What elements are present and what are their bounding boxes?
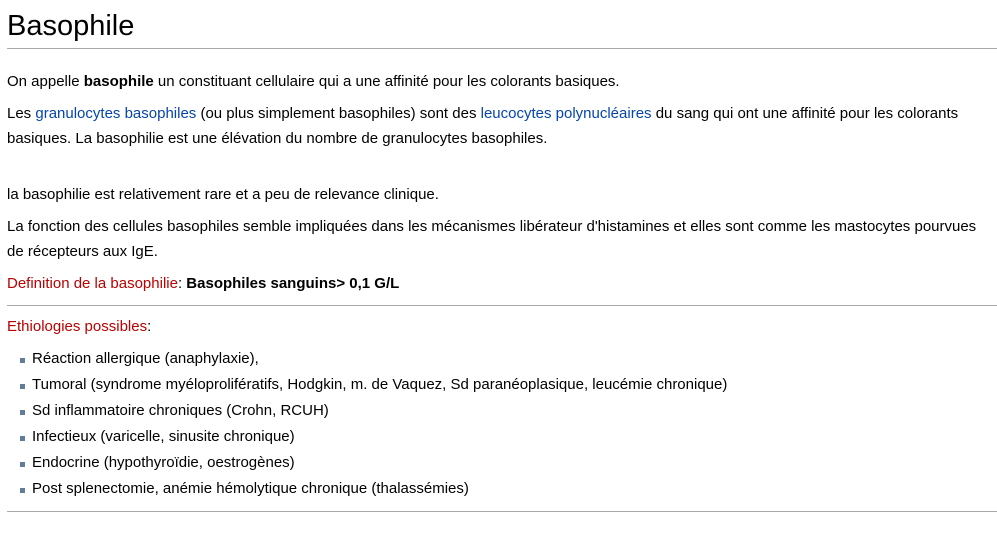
list-item xyxy=(7,398,997,424)
definition-line xyxy=(7,271,992,296)
intro-paragraph xyxy=(7,69,992,94)
intro-text-before: On appelle xyxy=(7,73,84,90)
list-item xyxy=(7,424,997,450)
bullet-icon xyxy=(20,436,25,441)
bullet-icon xyxy=(20,384,25,389)
bullet-icon xyxy=(20,410,25,415)
horizontal-rule xyxy=(7,305,997,306)
list-item-text: Infectieux (varicelle, sinusite chronique) xyxy=(32,428,295,445)
bullet-icon xyxy=(20,462,25,467)
etiologies-heading xyxy=(7,314,992,339)
bullet-icon xyxy=(20,358,25,363)
etiologies-separator: : xyxy=(147,318,152,335)
definition-value: Basophiles sanguins> 0,1 G/L xyxy=(186,275,400,292)
para2-text-2: (ou plus simplement basophiles) sont des xyxy=(196,105,481,122)
horizontal-rule-bottom xyxy=(7,511,997,512)
definition-paragraph xyxy=(7,101,992,151)
list-item-text: Tumoral (syndrome myéloprolifératifs, Hodgkin, m. de Vaquez, Sd paranéoplasique, leucémie chronique) xyxy=(32,376,728,393)
article-content xyxy=(7,0,997,512)
list-item-text: Post splenectomie, anémie hémolytique chronique (thalassémies) xyxy=(32,480,469,497)
list-item-text: Sd inflammatoire chroniques (Crohn, RCUH) xyxy=(32,402,329,419)
rarity-paragraph: la basophilie est relativement rare et a peu de relevance clinique. xyxy=(7,186,439,203)
para2-text-3: du sang qui ont une affinité pour les colorants basiques. La basophilie est une élévation du nombre de granulocytes basophiles. xyxy=(7,105,959,147)
list-item-text: Réaction allergique (anaphylaxie), xyxy=(32,350,259,367)
list-item xyxy=(7,450,997,476)
list-item xyxy=(7,372,997,398)
list-item-text: Endocrine (hypothyroïdie, oestrogènes) xyxy=(32,454,295,471)
granulocytes-basophiles-link[interactable]: granulocytes basophiles xyxy=(35,105,197,122)
list-item xyxy=(7,346,997,372)
intro-text-after: un constituant cellulaire qui a une affinité pour les colorants basiques. xyxy=(153,73,620,90)
bullet-icon xyxy=(20,488,25,493)
function-paragraph: La fonction des cellules basophiles semble impliquées dans les mécanismes libérateur d'histamines et elles sont comme les mastocytes pourvues de récepteurs aux IgE. xyxy=(7,218,977,260)
definition-separator: : xyxy=(177,275,187,292)
definition-basophilie-link[interactable]: Definition de la basophilie xyxy=(7,275,178,292)
list-item xyxy=(7,476,997,502)
intro-bold-term: basophile xyxy=(83,73,154,90)
etiologies-link[interactable]: Ethiologies possibles xyxy=(7,318,148,335)
etiologies-list xyxy=(7,346,997,502)
page-title: Basophile xyxy=(7,9,997,49)
leucocytes-polynucleaires-link[interactable]: leucocytes polynucléaires xyxy=(480,105,652,122)
para2-text-1: Les xyxy=(7,105,36,122)
